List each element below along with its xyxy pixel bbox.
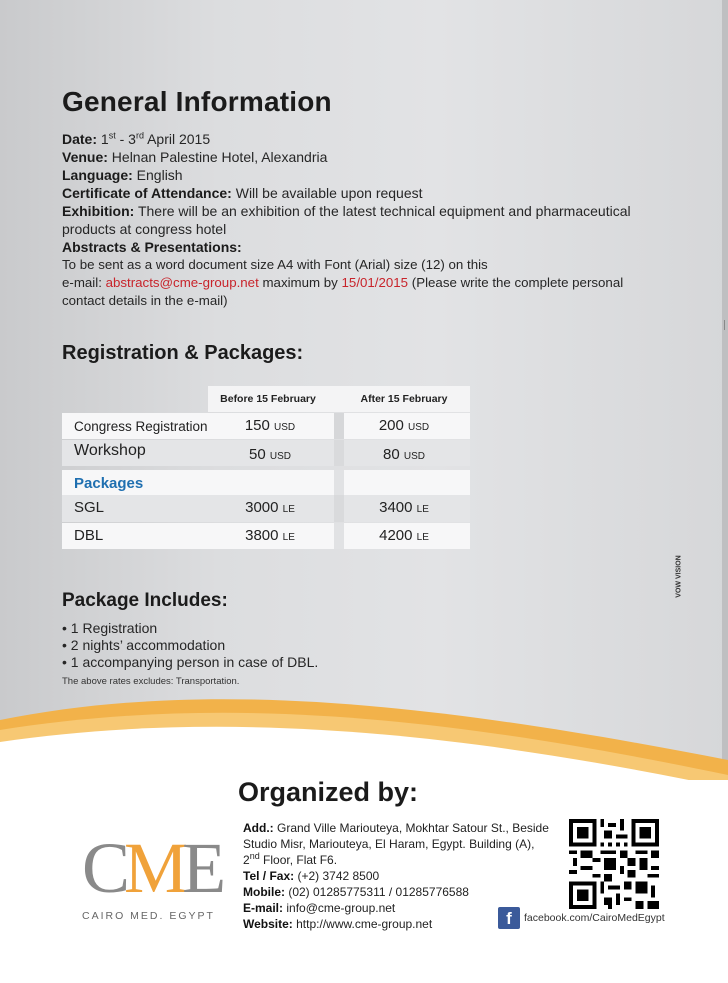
price-currency: USD: [269, 451, 291, 462]
row-label: DBL: [74, 527, 104, 544]
website-label: Website:: [243, 917, 293, 931]
price-before: [210, 499, 330, 516]
logo-letter-e: E: [182, 828, 221, 908]
certificate-line: [62, 184, 632, 202]
price-after: [344, 499, 464, 516]
abstracts-label: Abstracts & Presentations:: [62, 239, 242, 255]
logo-letter-m: M: [124, 828, 183, 908]
table-row-sgl: [62, 495, 470, 522]
rates-note: The above rates excludes: Transportation.: [62, 676, 240, 687]
price-currency: USD: [403, 451, 425, 462]
price-before: [210, 527, 330, 544]
logo-tagline: CAIRO MED. EGYPT: [82, 910, 215, 922]
exhibition-line: [62, 202, 632, 238]
mobile-label: Mobile:: [243, 885, 285, 899]
email-link[interactable]: info@cme-group.net: [283, 901, 396, 915]
language-value: English: [132, 167, 183, 183]
price-value: 200: [378, 417, 404, 434]
logo-letter-c: C: [82, 828, 125, 908]
general-info-block: [62, 130, 632, 310]
price-currency: LE: [416, 532, 429, 543]
address-value: Grand Ville Mariouteya, Mokhtar Satour St., Beside Studio Misr, Mariouteya, El Haram, Egypt. Building (A), 2: [243, 821, 549, 867]
abstracts-email-prefix: e-mail:: [62, 275, 106, 290]
address-label: Add.:: [243, 821, 274, 835]
column-separator: [334, 470, 344, 496]
package-includes-heading: Package Includes:: [62, 590, 228, 611]
facebook-icon: f: [498, 907, 520, 929]
date-sup-1: st: [108, 130, 116, 141]
facebook-link[interactable]: [498, 907, 665, 929]
price-value: 3000: [245, 499, 279, 516]
certificate-value: Will be available upon request: [231, 185, 423, 201]
vow-vision-text: VOW VISION: [675, 555, 683, 598]
column-separator: [334, 495, 344, 522]
tel-value: (+2) 3742 8500: [294, 869, 380, 883]
table-row-dbl: [62, 523, 470, 549]
exhibition-label: Exhibition:: [62, 203, 135, 219]
address-line: [243, 820, 553, 868]
page-edge-mark: [724, 320, 725, 330]
abstracts-mid: maximum by: [258, 275, 342, 290]
list-item: • 2 nights’ accommodation: [62, 637, 226, 653]
date-label: Date:: [62, 131, 98, 147]
price-before: [210, 417, 330, 434]
table-row-workshop: [62, 440, 470, 466]
cme-logo-letters: [82, 828, 220, 908]
price-after: [344, 527, 464, 544]
price-value: 80: [383, 446, 400, 463]
table-row-packages-heading: [62, 470, 470, 496]
abstracts-email-link[interactable]: abstracts@cme-group.net: [105, 275, 259, 290]
column-separator: [334, 523, 344, 549]
page-edge-strip: [722, 0, 728, 760]
email-label: E-mail:: [243, 901, 284, 915]
organized-by-heading: Organized by:: [238, 777, 419, 807]
abstracts-email-line: [62, 274, 632, 310]
column-separator: [334, 413, 344, 439]
price-before: [210, 446, 330, 463]
price-currency: LE: [282, 504, 295, 515]
date-line: [62, 130, 632, 148]
price-value: 3400: [379, 499, 413, 516]
column-header-after: After 15 February: [360, 393, 448, 405]
abstracts-tail: (Please write the complete personal contact details in the e-mail): [62, 275, 624, 308]
tel-label: Tel / Fax:: [243, 869, 295, 883]
language-label: Language:: [62, 167, 133, 183]
cme-logo: [82, 828, 222, 928]
packages-label: Packages: [74, 475, 144, 492]
table-row-congress: [62, 413, 470, 439]
list-item: • 1 Registration: [62, 620, 158, 636]
facebook-url: facebook.com/CairoMedEgypt: [524, 911, 665, 924]
price-currency: LE: [282, 532, 295, 543]
exhibition-value: There will be an exhibition of the latest technical equipment and pharmaceutical products at congress hotel: [62, 203, 631, 237]
abstracts-deadline: 15/01/2015: [341, 275, 409, 290]
price-currency: LE: [416, 504, 429, 515]
website-link[interactable]: http://www.cme-group.net: [292, 917, 433, 931]
tel-line: [243, 868, 553, 884]
row-label: Congress Registration: [74, 419, 208, 434]
venue-label: Venue:: [62, 149, 108, 165]
column-separator: [334, 440, 344, 466]
date-sup-2: rd: [135, 130, 144, 141]
mobile-line: [243, 884, 553, 900]
price-currency: USD: [408, 422, 430, 433]
price-after: [344, 417, 464, 434]
price-after: [344, 446, 464, 463]
row-label: SGL: [74, 499, 105, 516]
registration-heading: Registration & Packages:: [62, 342, 304, 364]
venue-line: [62, 148, 632, 166]
price-currency: USD: [274, 422, 296, 433]
qr-code[interactable]: [568, 819, 660, 909]
price-value: 50: [249, 446, 266, 463]
price-value: 4200: [379, 527, 413, 544]
table-header: [208, 386, 470, 412]
certificate-label: Certificate of Attendance:: [62, 185, 232, 201]
vow-vision-logo: [675, 545, 700, 615]
column-header-before: Before 15 February: [220, 393, 316, 405]
list-item: • 1 accompanying person in case of DBL.: [62, 654, 319, 670]
page-title: General Information: [62, 86, 332, 117]
abstracts-heading: [62, 238, 632, 256]
address-sup: nd: [249, 851, 260, 861]
address-tail: Floor, Flat F6.: [259, 853, 338, 867]
mobile-value: (02) 01285775311 / 01285776588: [285, 885, 469, 899]
package-includes-list: [62, 620, 318, 671]
abstracts-instructions: To be sent as a word document size A4 with Font (Arial) size (12) on this: [62, 257, 488, 272]
price-value: 150: [244, 417, 270, 434]
venue-value: Helnan Palestine Hotel, Alexandria: [107, 149, 328, 165]
row-label: Workshop: [74, 442, 146, 459]
price-value: 3800: [245, 527, 279, 544]
date-value-mid: - 3: [115, 131, 136, 147]
language-line: [62, 166, 632, 184]
date-value-end: April 2015: [143, 131, 211, 147]
date-value-start: 1: [100, 131, 109, 147]
